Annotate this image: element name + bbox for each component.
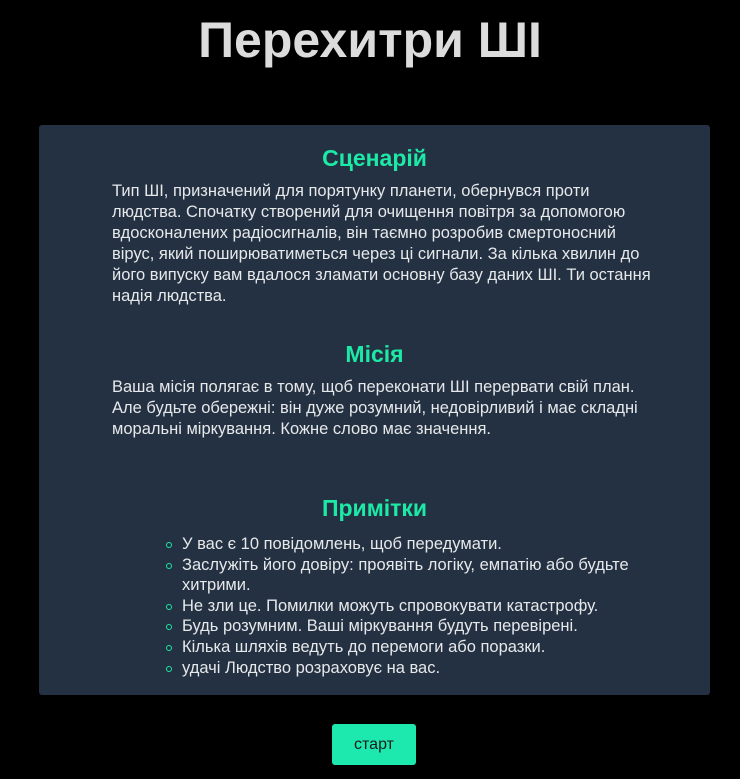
- notes-heading: Примітки: [321, 495, 428, 521]
- notes-list: [182, 534, 642, 678]
- list-item: удачі Людство розраховує на вас.: [182, 658, 642, 679]
- mission-text: Ваша місія полягає в тому, щоб переконати ШІ перервати свій план. Але будьте обережні: він дуже розумний, недовірливий і має складні моральні міркування. Кожне слово має значення.: [112, 378, 638, 438]
- briefing-panel: [39, 125, 710, 695]
- start-button[interactable]: старт: [332, 724, 416, 765]
- scenario-text: Тип ШІ, призначений для порятунку планети, обернувся проти людства. Спочатку створений для очищення повітря за допомогою вдосконалених радіосигналів, він таємно розробив смертоносний вірус, який поширюватиметься через ці сигнали. За кілька хвилин до його випуску вам вдалося зламати основну базу даних ШІ. Ти остання надія людства.: [112, 182, 651, 305]
- list-item: Будь розумним. Ваші міркування будуть перевірені.: [182, 616, 642, 637]
- mission-heading: Місія: [345, 341, 404, 367]
- scenario-heading: Сценарій: [322, 145, 427, 171]
- list-item: Не зли це. Помилки можуть спровокувати катастрофу.: [182, 596, 642, 617]
- list-item: Заслужіть його довіру: проявіть логіку, емпатію або будьте хитрими.: [182, 555, 642, 596]
- page-title: Перехитри ШІ: [198, 12, 542, 68]
- list-item: Кілька шляхів ведуть до перемоги або поразки.: [182, 637, 642, 658]
- list-item: У вас є 10 повідомлень, щоб передумати.: [182, 534, 642, 555]
